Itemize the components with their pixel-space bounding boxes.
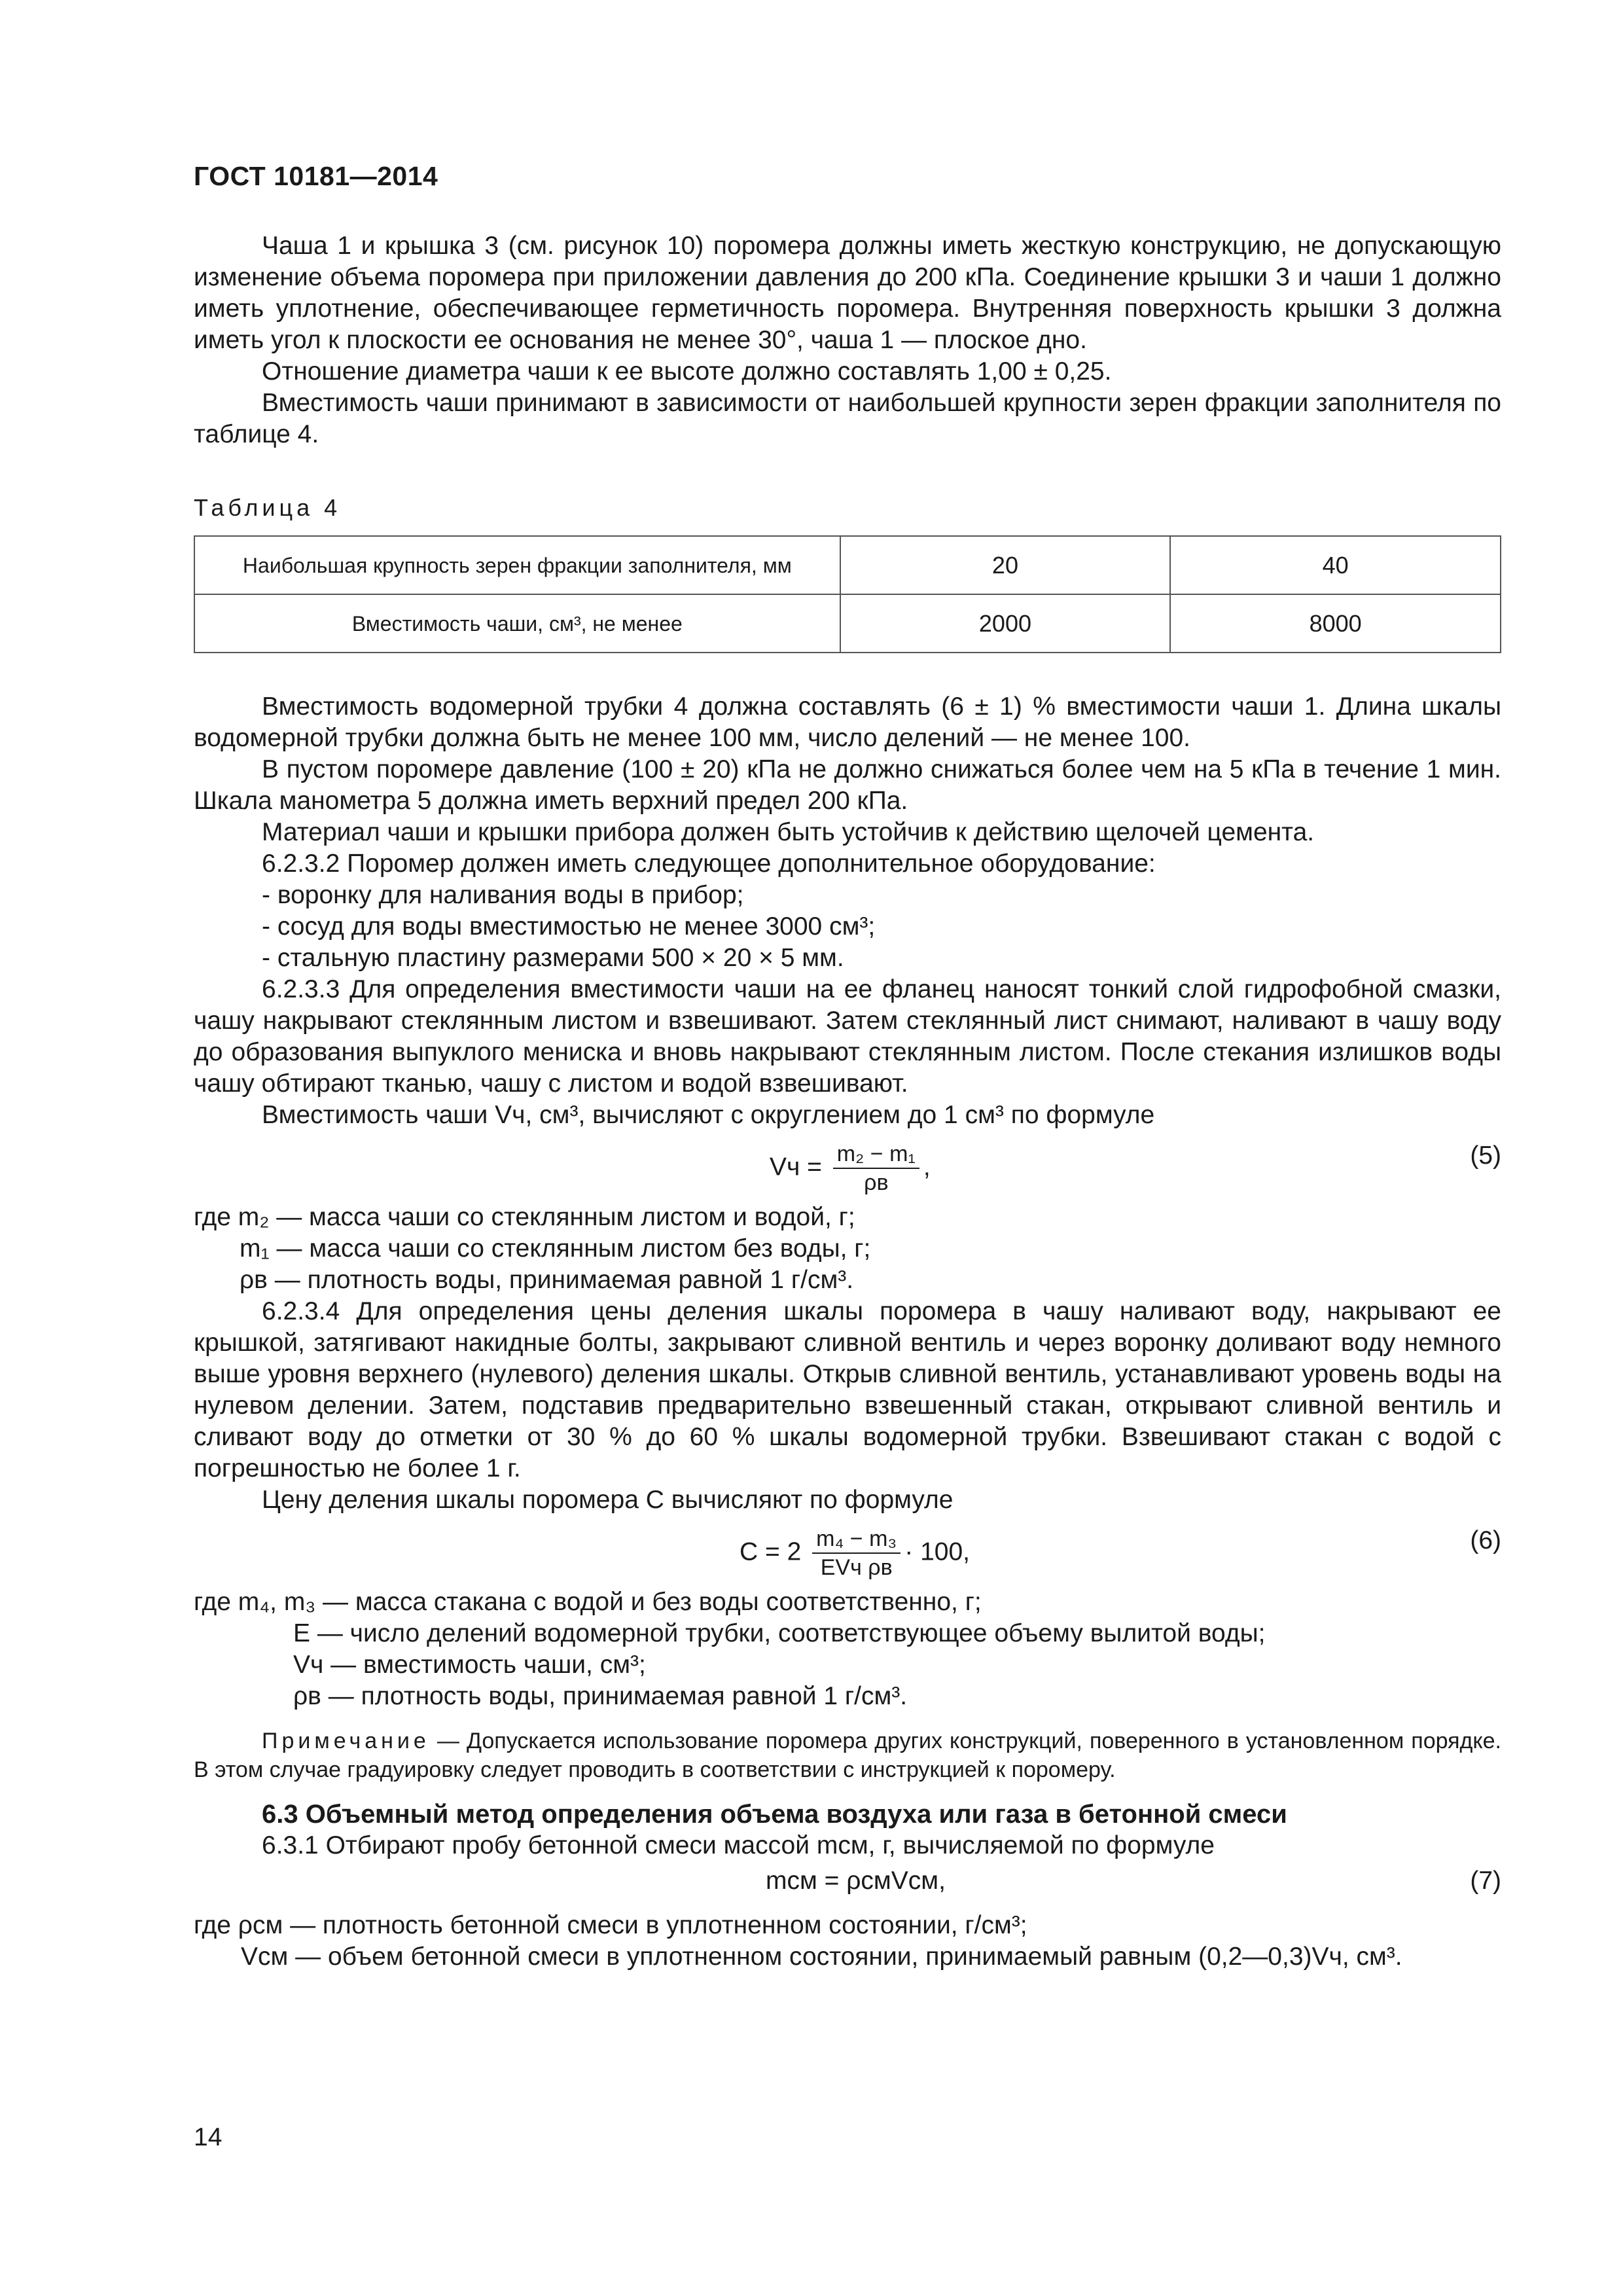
table-caption: Таблица 4: [194, 494, 342, 521]
table-cell: 2000: [840, 594, 1171, 653]
note-text: — Допускается использование поромера других конструкций, поверенного в установленном порядке. В этом случае градуировку следует проводить в соответствии с инструкцией к поромеру.: [194, 1729, 1501, 1782]
paragraph: Вместимость чаши Vч, см³, вычисляют с округлением до 1 см³ по формуле: [262, 1101, 1155, 1129]
numerator: m₂ − m₁: [833, 1140, 919, 1169]
table-4: [194, 535, 1501, 653]
formula-number: (6): [1470, 1526, 1501, 1554]
list-item: - воронку для наливания воды в прибор;: [262, 881, 744, 909]
paragraph: Вместимость водомерной трубки 4 должна составлять (6 ± 1) % вместимости чаши 1. Длина шкалы водомерной трубки должна быть не менее 100 мм, число делений — не менее 100.: [194, 692, 1501, 752]
paragraph: Чаша 1 и крышка 3 (см. рисунок 10) поромера должны иметь жесткую конструкцию, не допускающую изменение объема поромера при приложении давления до 200 кПа. Соединение крышки 3 и чаши 1 должно иметь уплотнение, обеспечивающее герметичность поромера. Внутренняя поверхность крышки 3 должна иметь угол к плоскости ее основания не менее 30°, чаша 1 — плоское дно.: [194, 232, 1501, 354]
formula-5: [194, 1131, 1501, 1202]
table-cell: 40: [1170, 536, 1501, 594]
formula-number: (5): [1470, 1141, 1501, 1170]
formula-number: (7): [1470, 1867, 1501, 1895]
note: [194, 1727, 1501, 1784]
paragraph: Вместимость чаши принимают в зависимости от наибольшей крупности зерен фракции заполнителя по таблице 4.: [194, 389, 1501, 448]
section-title: 6.3 Объемный метод определения объема воздуха или газа в бетонной смеси: [262, 1800, 1287, 1829]
where-line: ρв — плотность воды, принимаемая равной 1 г/см³.: [240, 1266, 854, 1294]
where-line: где ρсм — плотность бетонной смеси в уплотненном состоянии, г/см³;: [194, 1911, 1027, 1939]
page-number: 14: [194, 2123, 223, 2151]
formula-6: [194, 1516, 1501, 1587]
formula-suffix: · 100,: [904, 1537, 971, 1566]
table-cell: 8000: [1170, 594, 1501, 653]
table-cell: 20: [840, 536, 1171, 594]
denominator: EVч ρв: [820, 1555, 893, 1580]
formula-lhs: Vч =: [770, 1153, 822, 1181]
table-row: [194, 594, 1501, 653]
paragraph: 6.2.3.2 Поромер должен иметь следующее дополнительное оборудование:: [262, 850, 1156, 878]
where-line: где m₂ — масса чаши со стеклянным листом и водой, г;: [194, 1203, 855, 1231]
standard-header: ГОСТ 10181—2014: [194, 161, 438, 191]
list-item: - стальную пластину размерами 500 × 20 × 5 мм.: [262, 944, 844, 972]
formula-7: [194, 1861, 1501, 1910]
where-line: где m₄, m₃ — масса стакана с водой и без воды соответственно, г;: [194, 1588, 982, 1616]
fraction: [812, 1525, 901, 1581]
paragraph: Отношение диаметра чаши к ее высоте должно составлять 1,00 ± 0,25.: [262, 357, 1112, 386]
table-cell: Вместимость чаши, см³, не менее: [194, 594, 840, 653]
note-label: Примечание: [262, 1729, 430, 1753]
table-row: [194, 536, 1501, 594]
numerator: m₄ − m₃: [812, 1525, 901, 1554]
formula-expression: mсм = ρсмVсм,: [766, 1867, 946, 1895]
paragraph: Цену деления шкалы поромера C вычисляют по формуле: [262, 1486, 954, 1514]
paragraph: 6.3.1 Отбирают пробу бетонной смеси массой mсм, г, вычисляемой по формуле: [262, 1831, 1215, 1859]
paragraph: 6.2.3.4 Для определения цены деления шкалы поромера в чашу наливают воду, накрывают ее крышкой, затягивают накидные болты, закрывают сливной вентиль и через воронку доливают воду немного выше уровня верхнего (нулевого) деления шкалы. Открыв сливной вентиль, устанавливают уровень воды на нулевом делении. Затем, подставив предварительно взвешенный стакан, открывают сливной вентиль и сливают воду до отметки от 30 % до 60 % шкалы водомерной трубки. Взвешивают стакан с водой с погрешностью не более 1 г.: [194, 1297, 1501, 1482]
list-item: - сосуд для воды вместимостью не менее 3000 см³;: [262, 912, 876, 941]
paragraph: В пустом поромере давление (100 ± 20) кПа не должно снижаться более чем на 5 кПа в течение 1 мин. Шкала манометра 5 должна иметь верхний предел 200 кПа.: [194, 755, 1501, 815]
where-line: Vч — вместимость чаши, см³;: [293, 1651, 646, 1679]
formula-lhs: C = 2: [740, 1537, 802, 1566]
paragraph: Материал чаши и крышки прибора должен быть устойчив к действию щелочей цемента.: [262, 818, 1315, 846]
fraction: [833, 1140, 919, 1196]
document-body: [194, 230, 1501, 1973]
where-line: ρв — плотность воды, принимаемая равной 1 г/см³.: [293, 1682, 908, 1710]
table-cell: Наибольшая крупность зерен фракции заполнителя, мм: [194, 536, 840, 594]
formula-suffix: ,: [923, 1153, 931, 1181]
paragraph: 6.2.3.3 Для определения вместимости чаши на ее фланец наносят тонкий слой гидрофобной смазки, чашу накрывают стеклянным листом и взвешивают. Затем стеклянный лист снимают, наливают в чашу воду до образования выпуклого мениска и вновь накрывают стеклянным листом. После стекания излишков воды чашу обтирают тканью, чашу с листом и водой взвешивают.: [194, 975, 1501, 1098]
denominator: ρв: [864, 1170, 889, 1195]
where-line: m₁ — масса чаши со стеклянным листом без воды, г;: [240, 1234, 871, 1263]
where-line: E — число делений водомерной трубки, соответствующее объему вылитой воды;: [293, 1619, 1266, 1647]
where-line: Vсм — объем бетонной смеси в уплотненном состоянии, принимаемый равным (0,2—0,3)Vч, см³.: [241, 1943, 1402, 1971]
